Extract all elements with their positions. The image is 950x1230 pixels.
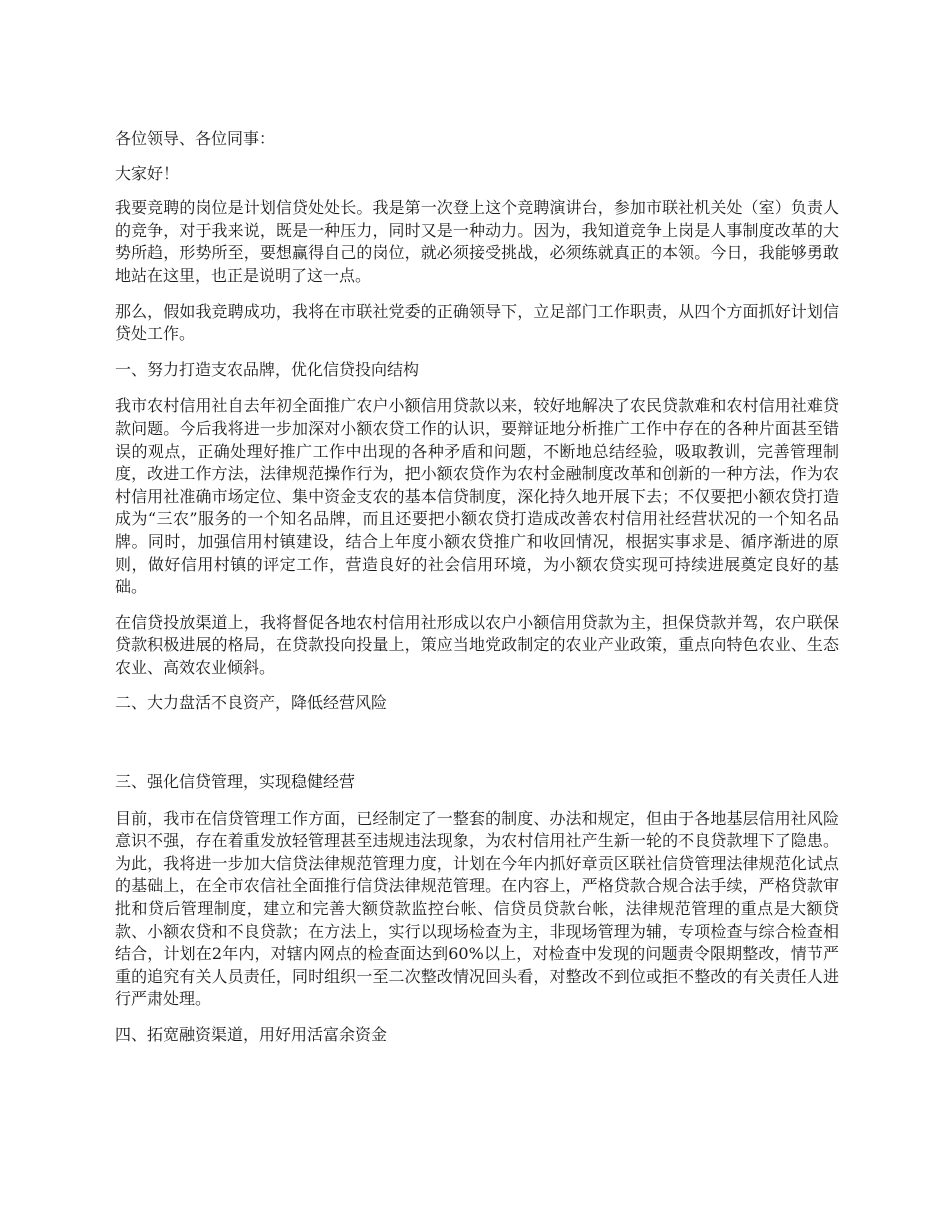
plan-paragraph: 那么，假如我竞聘成功，我将在市联社党委的正确领导下，立足部门工作职责，从四个方面抓好计划信贷处工作。 [115, 301, 839, 344]
section-2-blank-space [115, 729, 839, 771]
section-2-heading: 二、大力盘活不良资产，降低经营风险 [115, 693, 388, 713]
section-1-paragraph-1: 我市农村信用社自去年初全面推广农户小额信用贷款以来，较好地解决了农民贷款难和农村信用社难贷款问题。今后我将进一步加深对小额农贷工作的认识，要辩证地分析推广工作中存在的各种片面甚至错误的观点，正确处理好推广工作中出现的各种矛盾和问题，不断地总结经验，吸取教训，完善管理制度，改进工作方法，法律规范操作行为，把小额农贷作为农村金融制度改革和创新的一种方法，作为农村信用社准确市场定位、集中资金支农的基本信贷制度，深化持久地开展下去；不仅要把小额农贷打造成为“三农”服务的一个知名品牌，而且还要把小额农贷打造成改善农村信用社经营状况的一个知名品牌。同时，加强信用村镇建设，结合上年度小额农贷推广和收回情况，根据实事求是、循序渐进的原则，做好信用村镇的评定工作，营造良好的社会信用环境，为小额农贷实现可持续进展奠定良好的基础。 [115, 396, 839, 597]
salutation: 各位领导、各位同事： [115, 129, 276, 148]
intro-paragraph: 我要竞聘的岗位是计划信贷处处长。我是第一次登上这个竞聘演讲台，参加市联社机关处（室）负责人的竞争，对于我来说，既是一种压力，同时又是一种动力。因为，我知道竞争上岗是人事制度改革的大势所趋，形势所至，要想赢得自己的岗位，就必须接受挑战，必须练就真正的本领。今日，我能够勇敢地站在这里，也正是说明了这一点。 [115, 198, 839, 285]
section-3-heading: 三、强化信贷管理，实现稳健经营 [115, 772, 356, 792]
section-1-paragraph-2: 在信贷投放渠道上，我将督促各地农村信用社形成以农户小额信用贷款为主，担保贷款并驾，农户联保贷款积极进展的格局，在贷款投向投量上，策应当地党政制定的农业产业政策，重点向特色农业、生态农业、高效农业倾斜。 [115, 612, 839, 677]
section-3-paragraph-1: 目前，我市在信贷管理工作方面，已经制定了一整套的制度、办法和规定，但由于各地基层信用社风险意识不强，存在着重发放轻管理甚至违规违法现象，为农村信用社产生新一轮的不良贷款埋下了隐患。为此，我将进一步加大信贷法律规范管理力度，计划在今年内抓好章贡区联社信贷管理法律规范化试点的基础上，在全市农信社全面推行信贷法律规范管理。在内容上，严格贷款合规合法手续，严格贷款审批和贷后管理制度，建立和完善大额贷款监控台帐、信贷员贷款台帐，法律规范管理的重点是大额贷款、小额农贷和不良贷款；在方法上，实行以现场检查为主，非现场管理为辅，专项检查与综合检查相结合，计划在2年内，对辖内网点的检查面达到60%以上，对检查中发现的问题责令限期整改，情节严重的追究有关人员责任，同时组织一至二次整改情况回头看，对整改不到位或拒不整改的有关责任人进行严肃处理。 [115, 808, 839, 1009]
section-1-heading: 一、努力打造支农品牌，优化信贷投向结构 [115, 359, 420, 379]
document-page [115, 128, 839, 1061]
greeting: 大家好！ [115, 163, 180, 183]
section-4-heading: 四、拓宽融资渠道，用好用活富余资金 [115, 1025, 388, 1044]
